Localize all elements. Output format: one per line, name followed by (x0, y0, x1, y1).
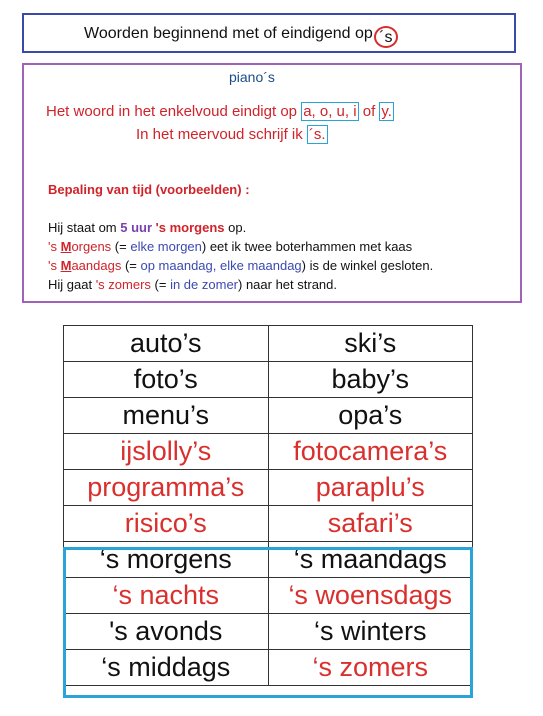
word-cell: opa’s (268, 398, 473, 434)
word-cell: ‘s nachts (64, 578, 269, 614)
s4-part: Hij gaat (48, 277, 96, 292)
title-box (22, 13, 516, 53)
s1-part: Hij staat om (48, 220, 121, 235)
rule-singular (46, 103, 394, 120)
rule1-vowels-box: a, o, u, i (303, 103, 357, 120)
table-row (64, 362, 473, 398)
s2-rest: ) eet ik twee boterhammen met kaas (201, 239, 413, 254)
example-word: piano´s (229, 69, 275, 85)
s1-time: 5 uur (120, 220, 153, 235)
word-cell: baby’s (268, 362, 473, 398)
rule2-text: In het meervoud schrijf ik (136, 126, 303, 143)
rule-plural (136, 126, 328, 143)
info-box (22, 63, 522, 303)
word-table (63, 325, 473, 686)
title-text: Woorden beginnend met of eindigend op (84, 25, 373, 42)
word-cell: ‘s woensdags (268, 578, 473, 614)
word-cell: 's avonds (64, 614, 269, 650)
s4-rest: ) naar het strand. (238, 277, 337, 292)
s3-rest: ) is de winkel gesloten. (301, 258, 434, 273)
word-cell: ‘s morgens (64, 542, 269, 578)
s3-word: aandags (71, 258, 122, 273)
word-cell: ‘s winters (268, 614, 473, 650)
table-row (64, 578, 473, 614)
section-heading: Bepaling van tijd (voorbeelden) : (48, 182, 250, 197)
s1-end: op. (224, 220, 247, 235)
table-row (64, 614, 473, 650)
table-row (64, 326, 473, 362)
rule2-s-box: ´s. (308, 126, 326, 143)
word-cell: foto’s (64, 362, 269, 398)
s2-meaning: elke morgen (130, 239, 202, 254)
rule1-text: Het woord in het enkelvoud eindigt op (46, 103, 298, 120)
table-row (64, 650, 473, 686)
word-cell: paraplu’s (268, 470, 473, 506)
example-sentence-4 (48, 277, 337, 292)
table-row (64, 506, 473, 542)
s3-s: 's (48, 258, 61, 273)
table-row (64, 470, 473, 506)
example-sentence-1 (48, 220, 246, 235)
s3-meaning: op maandag, elke maandag (140, 258, 302, 273)
title-circled-suffix: ´s (374, 26, 398, 48)
example-sentence-2 (48, 239, 412, 254)
s3-eq: (= (121, 258, 141, 273)
page-title (84, 25, 398, 48)
word-cell: ‘s maandags (268, 542, 473, 578)
s2-eq: (= (111, 239, 131, 254)
word-cell: safari’s (268, 506, 473, 542)
table-row (64, 542, 473, 578)
s2-capital: M (60, 239, 72, 254)
word-cell: ijslolly’s (64, 434, 269, 470)
word-cell: programma’s (64, 470, 269, 506)
rule1-y-box: y. (381, 103, 392, 120)
table-row (64, 398, 473, 434)
s1-morgens: 's morgens (152, 220, 225, 235)
example-sentence-3 (48, 258, 433, 273)
s2-word: orgens (71, 239, 112, 254)
table-row (64, 434, 473, 470)
rule1-of: of (362, 103, 376, 120)
s4-meaning: in de zomer (170, 277, 238, 292)
s4-eq: (= (150, 277, 171, 292)
word-cell: ‘s middags (64, 650, 269, 686)
word-cell: menu’s (64, 398, 269, 434)
word-cell: ski’s (268, 326, 473, 362)
word-cell: auto’s (64, 326, 269, 362)
word-cell: ‘s zomers (268, 650, 473, 686)
s2-s: 's (48, 239, 61, 254)
word-cell: risico’s (64, 506, 269, 542)
s3-capital: M (60, 258, 72, 273)
s4-zomers: 's zomers (95, 277, 151, 292)
word-cell: fotocamera’s (268, 434, 473, 470)
